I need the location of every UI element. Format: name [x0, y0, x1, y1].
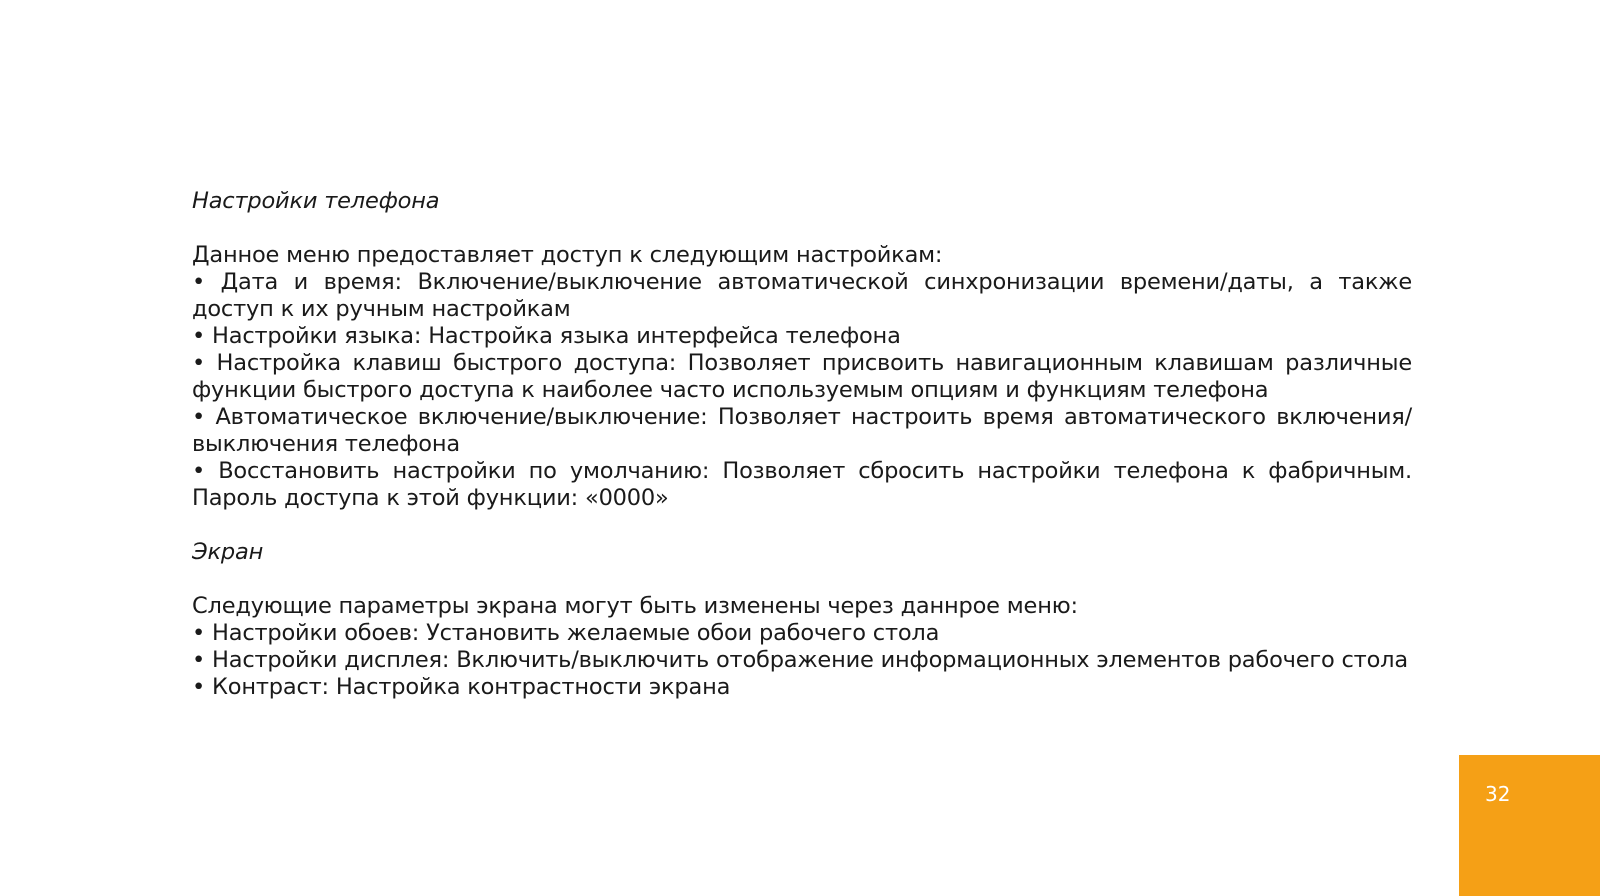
page-number-badge — [1459, 755, 1600, 896]
section-title-screen: Экран — [192, 539, 264, 565]
list-item: • Дата и время: Включение/выключение автоматической синхронизации времени/даты, а также доступ к их ручным настройкам — [192, 269, 1412, 322]
list-item: • Настройки дисплея: Включить/выключить отображение информационных элементов рабочего стола — [192, 647, 1408, 673]
list-item: • Настройки языка: Настройка языка интерфейса телефона — [192, 323, 901, 349]
list-item: • Восстановить настройки по умолчанию: Позволяет сбросить настройки телефона к фабричным. Пароль доступа к этой функции: «0000» — [192, 458, 1412, 511]
page-content — [192, 188, 1412, 701]
section-intro-screen: Следующие параметры экрана могут быть изменены через даннрое меню: — [192, 593, 1078, 619]
phone-settings-list — [192, 269, 1412, 512]
section-spacer — [192, 512, 1412, 539]
section-intro-phone-settings: Данное меню предоставляет доступ к следующим настройкам: — [192, 242, 943, 268]
list-item: • Автоматическое включение/выключение: Позволяет настроить время автоматического включения/выключения телефона — [192, 404, 1412, 457]
list-item: • Контраст: Настройка контрастности экрана — [192, 674, 731, 700]
page-number: 32 — [1485, 782, 1511, 806]
section-title-phone-settings: Настройки телефона — [192, 188, 440, 214]
list-item: • Настройки обоев: Установить желаемые обои рабочего стола — [192, 620, 940, 646]
screen-settings-list — [192, 620, 1412, 701]
list-item: • Настройка клавиш быстрого доступа: Позволяет присвоить навигационным клавишам различные функции быстрого доступа к наиболее часто используемым опциям и функциям телефона — [192, 350, 1412, 403]
